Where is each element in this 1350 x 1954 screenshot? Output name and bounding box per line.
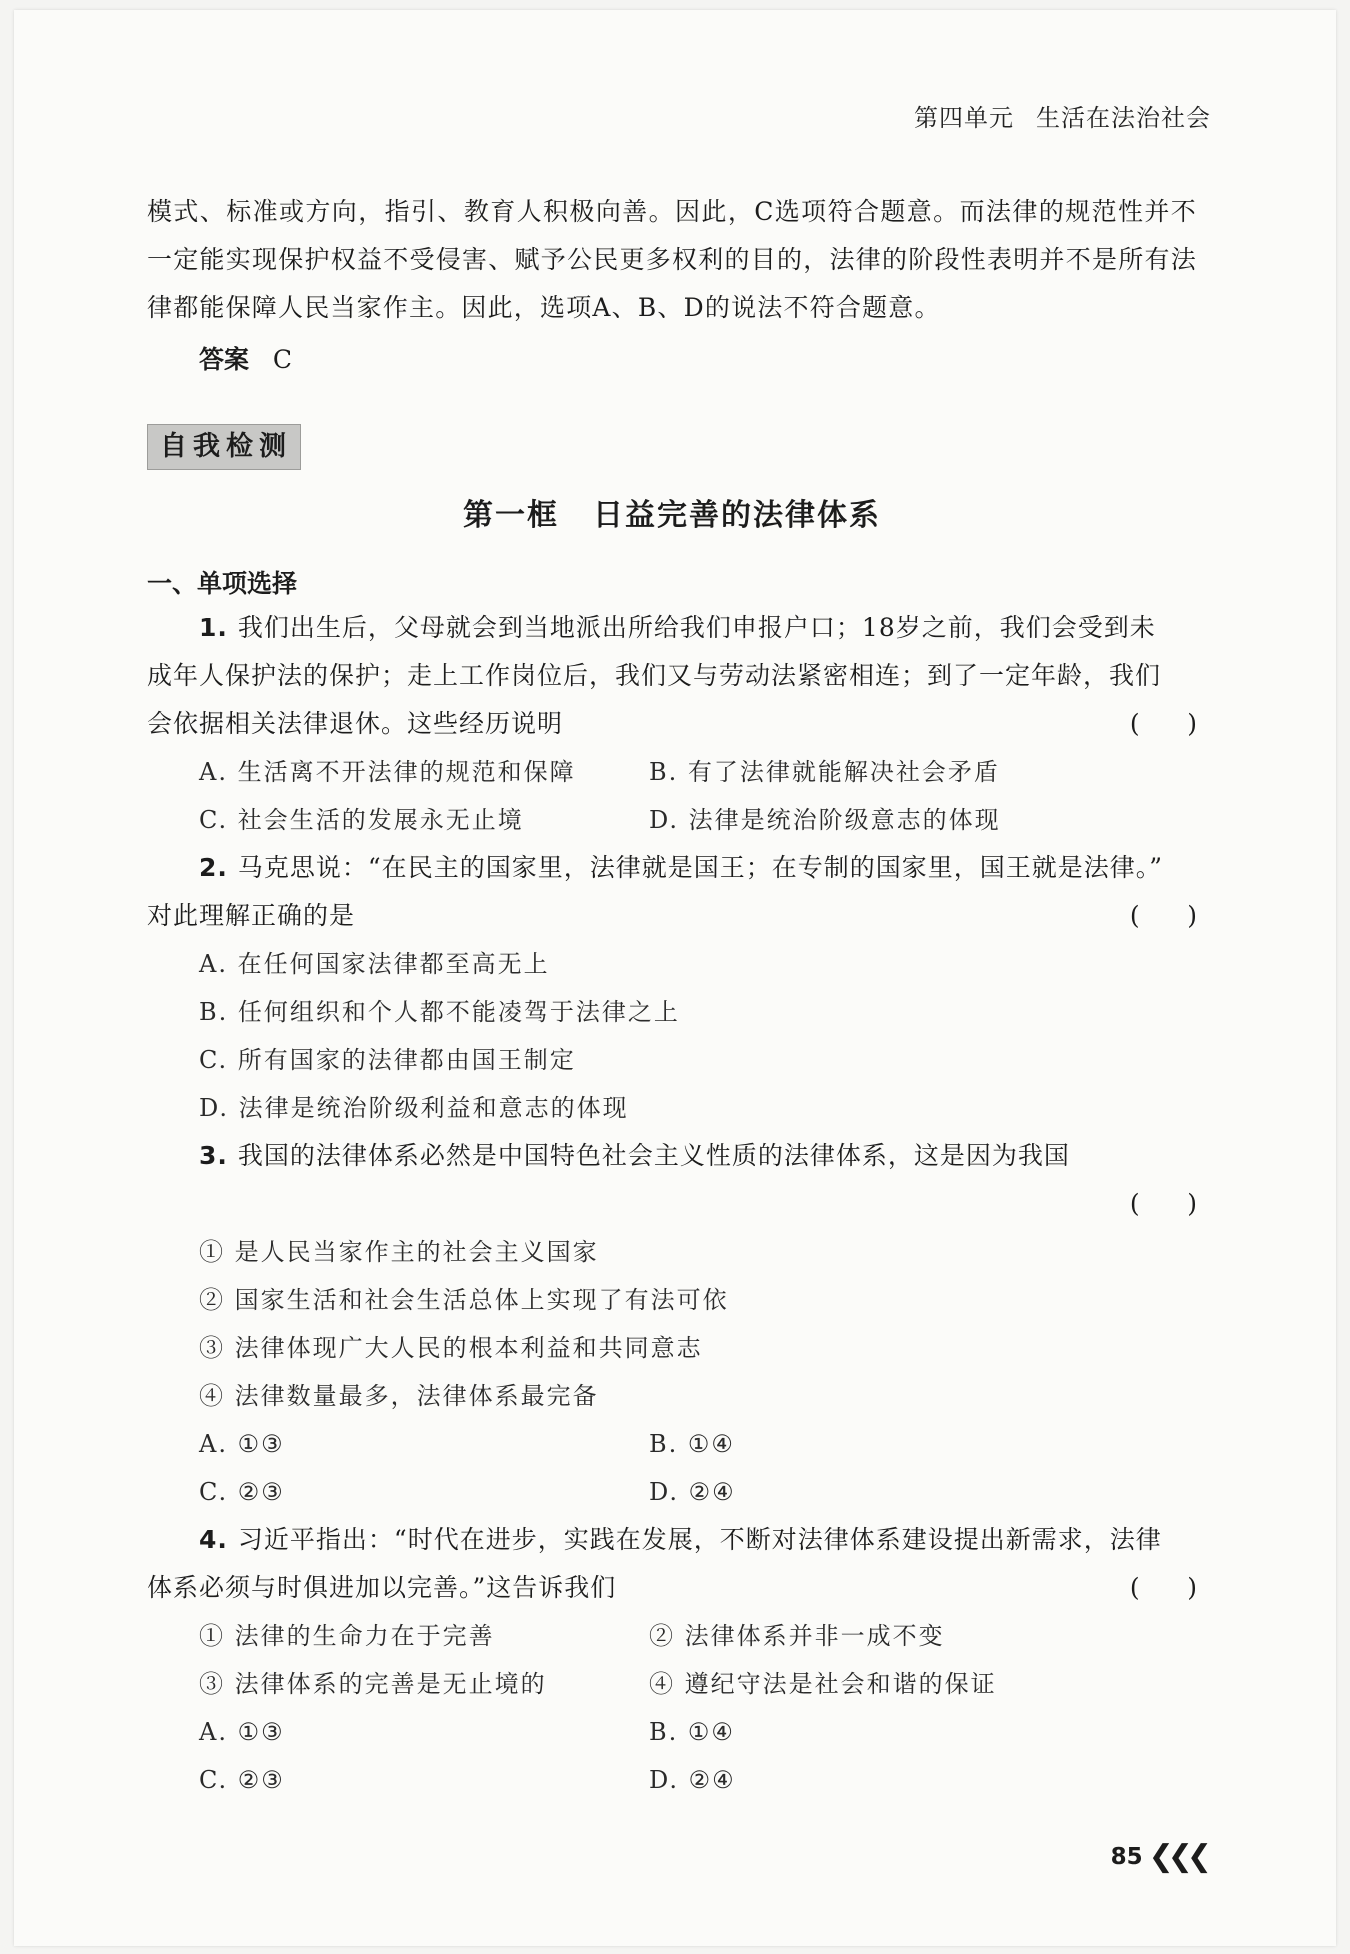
question-3 (147, 1132, 1197, 1516)
answer-blank[interactable]: ( ) (1129, 709, 1197, 738)
question-line: 3. 我国的法律体系必然是中国特色社会主义性质的法律体系，这是因为我国 (147, 1132, 1197, 1180)
question-1 (147, 604, 1197, 844)
question-number: 1. (199, 613, 228, 642)
statement-1: ① 是人民当家作主的社会主义国家 (199, 1238, 599, 1266)
answer-blank[interactable]: ( ) (1129, 1573, 1197, 1602)
chevrons-left-icon: ❮❮❮ (1148, 1839, 1206, 1874)
part-title: 一、单项选择 (147, 569, 298, 598)
question-line: 4. 习近平指出：“时代在进步，实践在发展，不断对法律体系建设提出新需求，法律 (147, 1516, 1197, 1564)
lesson-name: 日益完善的法律体系 (593, 498, 881, 533)
question-number: 4. (199, 1525, 228, 1554)
option-c[interactable]: C. ②③ (199, 1478, 285, 1506)
statement-3: ③ 法律体系的完善是无止境的 (199, 1670, 547, 1698)
option-a[interactable]: A. ①③ (199, 1718, 285, 1746)
answer-value: C (272, 345, 292, 374)
option-d[interactable]: D. ②④ (649, 1478, 736, 1506)
explanation-paragraph: 模式、标准或方向，指引、教育人积极向善。因此，C选项符合题意。而法律的规范性并不一定能实现保护权益不受侵害、赋予公民更多权利的目的，法律的阶段性表明并不是所有法律都能保障人民当家作主。因此，选项A、B、D的说法不符合题意。 (147, 197, 1197, 322)
question-line: 成年人保护法的保护；走上工作岗位后，我们又与劳动法紧密相连；到了一定年龄，我们 (147, 661, 1162, 690)
option-c[interactable]: C. ②③ (199, 1766, 285, 1794)
option-c[interactable]: C. 社会生活的发展永无止境 (199, 806, 524, 834)
option-d[interactable]: D. ②④ (649, 1766, 736, 1794)
page-number: 85 ❮❮❮ (1110, 1839, 1206, 1874)
option-b[interactable]: B. ①④ (649, 1430, 735, 1458)
lesson-title (147, 494, 1197, 538)
question-line: 体系必须与时俱进加以完善。”这告诉我们 ( ) (147, 1564, 1197, 1612)
question-number: 2. (199, 853, 228, 882)
statement-2: ② 国家生活和社会生活总体上实现了有法可依 (199, 1286, 729, 1314)
option-a[interactable]: A. 生活离不开法律的规范和保障 (199, 758, 576, 786)
option-c[interactable]: C. 所有国家的法律都由国王制定 (199, 1046, 576, 1074)
option-a[interactable]: A. ①③ (199, 1430, 285, 1458)
answer-blank[interactable]: ( ) (1129, 901, 1197, 930)
statement-4: ④ 遵纪守法是社会和谐的保证 (649, 1670, 997, 1698)
unit-title: 生活在法治社会 (1036, 104, 1211, 132)
statement-3: ③ 法律体现广大人民的根本利益和共同意志 (199, 1334, 703, 1362)
running-head (914, 98, 1211, 133)
statement-1: ① 法律的生命力在于完善 (199, 1622, 495, 1650)
option-b[interactable]: B. ①④ (649, 1718, 735, 1746)
question-2 (147, 844, 1197, 1132)
option-d[interactable]: D. 法律是统治阶级利益和意志的体现 (199, 1094, 629, 1122)
option-d[interactable]: D. 法律是统治阶级意志的体现 (649, 806, 1001, 834)
unit-label: 第四单元 (914, 104, 1014, 132)
answer-line (147, 336, 1197, 384)
statement-4: ④ 法律数量最多，法律体系最完备 (199, 1382, 599, 1410)
answer-blank[interactable]: ( ) (1129, 1189, 1197, 1218)
question-line: 2. 马克思说：“在民主的国家里，法律就是国王；在专制的国家里，国王就是法律。” (147, 844, 1197, 892)
lesson-frame: 第一框 (463, 498, 559, 533)
page-content (147, 188, 1197, 1804)
option-a[interactable]: A. 在任何国家法律都至高无上 (199, 950, 550, 978)
question-line: 会依据相关法律退休。这些经历说明 ( ) (147, 700, 1197, 748)
option-b[interactable]: B. 任何组织和个人都不能凌驾于法律之上 (199, 998, 680, 1026)
answer-label: 答案 (199, 345, 250, 374)
question-line: 1. 我们出生后，父母就会到当地派出所给我们申报户口；18岁之前，我们会受到未 (147, 604, 1197, 652)
textbook-page (14, 10, 1336, 1946)
statement-2: ② 法律体系并非一成不变 (649, 1622, 945, 1650)
question-4 (147, 1516, 1197, 1804)
question-number: 3. (199, 1141, 228, 1170)
self-check-tag: 自我检测 (147, 424, 301, 470)
question-line: 对此理解正确的是 ( ) (147, 892, 1197, 940)
option-b[interactable]: B. 有了法律就能解决社会矛盾 (649, 758, 1000, 786)
